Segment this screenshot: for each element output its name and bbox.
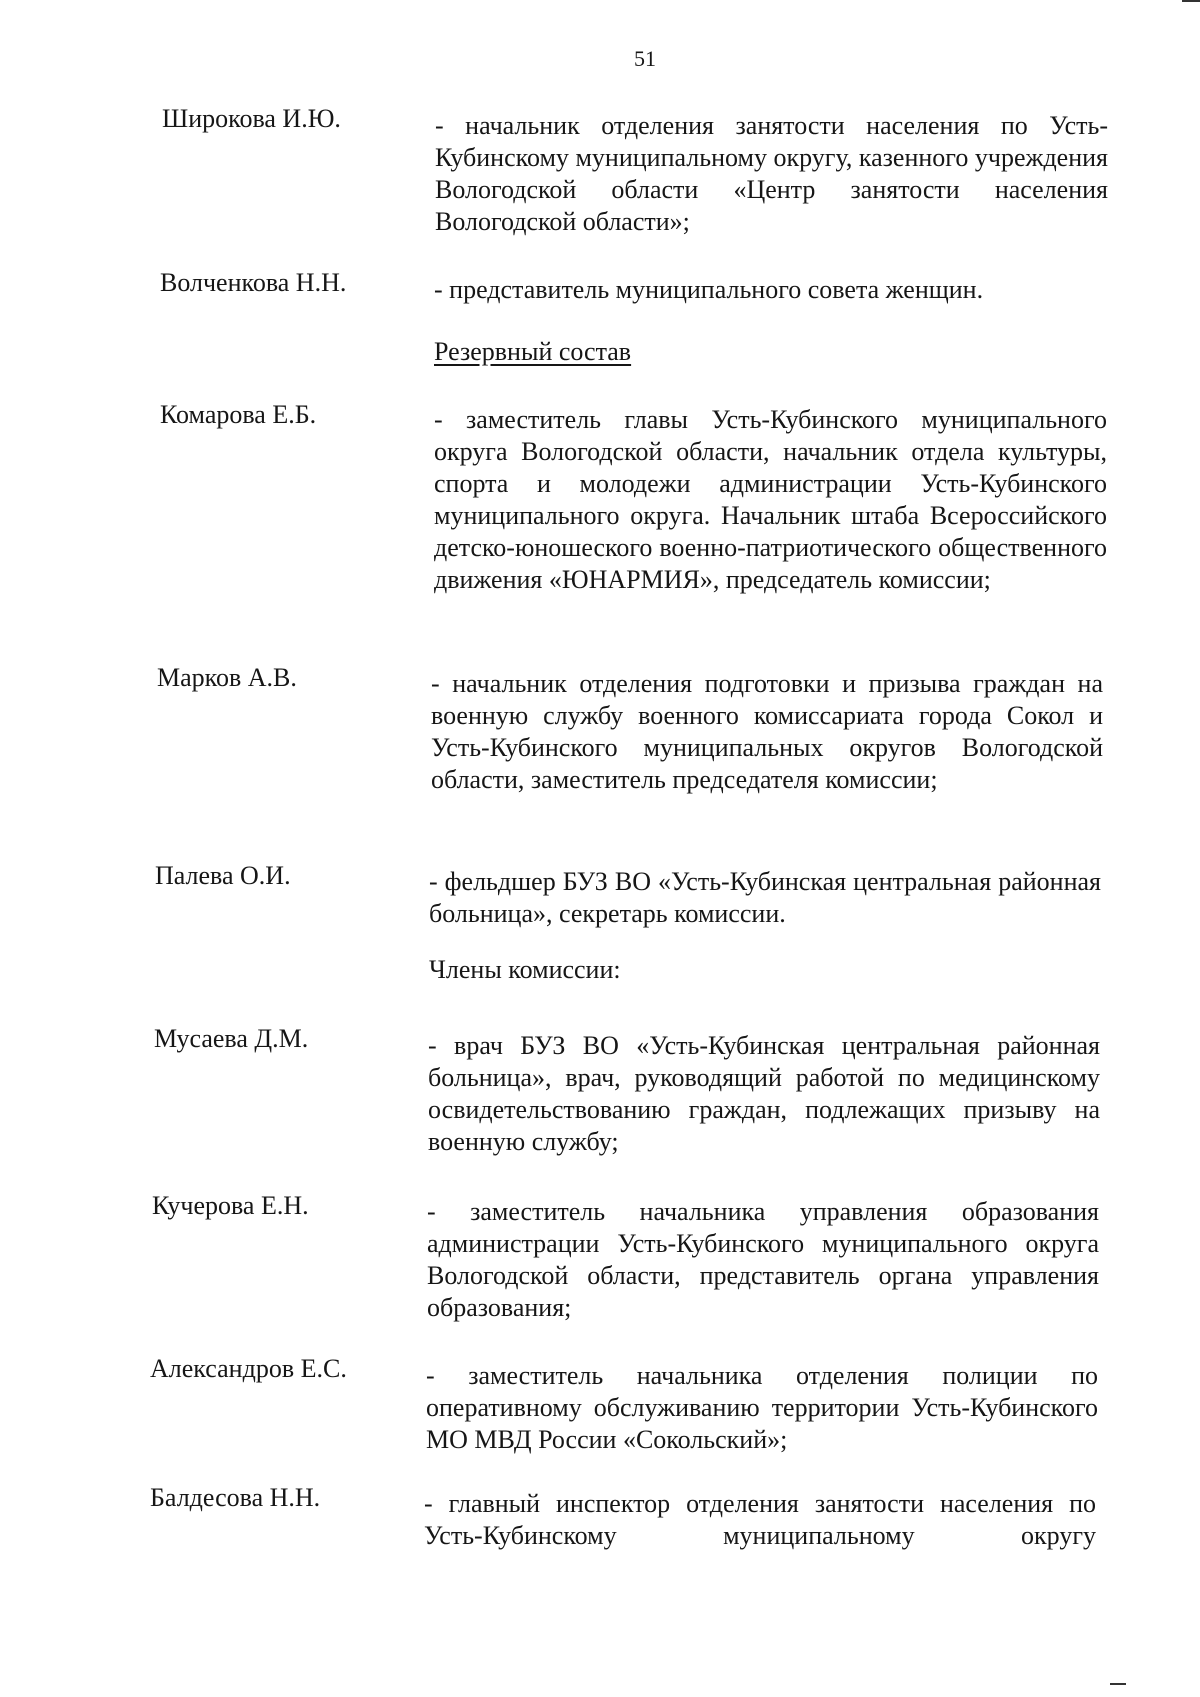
member-name: Широкова И.Ю. xyxy=(162,104,341,133)
scan-edge-mark xyxy=(1110,1683,1126,1685)
member-description: - начальник отделения занятости населения по Усть-Кубинскому муниципальному округу, казенного учреждения Вологодской области «Центр занятости населения Вологодской области»; xyxy=(435,111,1108,236)
member-name: Мусаева Д.М. xyxy=(154,1024,309,1053)
member-description: - представитель муниципального совета женщин. xyxy=(434,275,984,304)
member-name: Палева О.И. xyxy=(155,861,291,890)
member-name: Волченкова Н.Н. xyxy=(160,268,347,297)
member-description: - начальник отделения подготовки и призыва граждан на военную службу военного комиссариата города Сокол и Усть-Кубинского муниципальных округов Вологодской области, заместитель председателя комиссии; xyxy=(431,669,1103,794)
member-description: - заместитель начальника управления образования администрации Усть-Кубинского муниципального округа Вологодской области, представитель органа управления образования; xyxy=(427,1197,1099,1322)
member-name: Комарова Е.Б. xyxy=(160,400,317,429)
member-description: - врач БУЗ ВО «Усть-Кубинская центральная районная больница», врач, руководящий работой по медицинскому освидетельствованию граждан, подлежащих призыву на военную службу; xyxy=(428,1031,1100,1156)
reserve-heading: Резервный состав xyxy=(434,337,632,366)
members-heading: Члены комиссии: xyxy=(429,955,621,984)
member-name: Александров Е.С. xyxy=(150,1354,347,1383)
member-description: - заместитель начальника отделения полиции по оперативному обслуживанию территории Усть-Кубинского МО МВД России «Сокольский»; xyxy=(426,1361,1098,1454)
member-description: - заместитель главы Усть-Кубинского муниципального округа Вологодской области, начальник отдела культуры, спорта и молодежи администрации Усть-Кубинского муниципального округа. Начальник штаба Всероссийского детско-юношеского военно-патриотического общественного движения «ЮНАРМИЯ», председатель комиссии; xyxy=(434,405,1107,594)
member-name: Кучерова Е.Н. xyxy=(152,1191,309,1220)
scan-edge-mark xyxy=(1182,0,1200,2)
page-number: 51 xyxy=(634,46,656,71)
member-description: - главный инспектор отделения занятости населения по Усть-Кубинскому муниципальному округу xyxy=(424,1489,1096,1550)
member-description: - фельдшер БУЗ ВО «Усть-Кубинская центральная районная больница», секретарь комиссии. xyxy=(429,867,1101,928)
member-name: Балдесова Н.Н. xyxy=(150,1483,321,1512)
member-name: Марков А.В. xyxy=(157,663,297,692)
